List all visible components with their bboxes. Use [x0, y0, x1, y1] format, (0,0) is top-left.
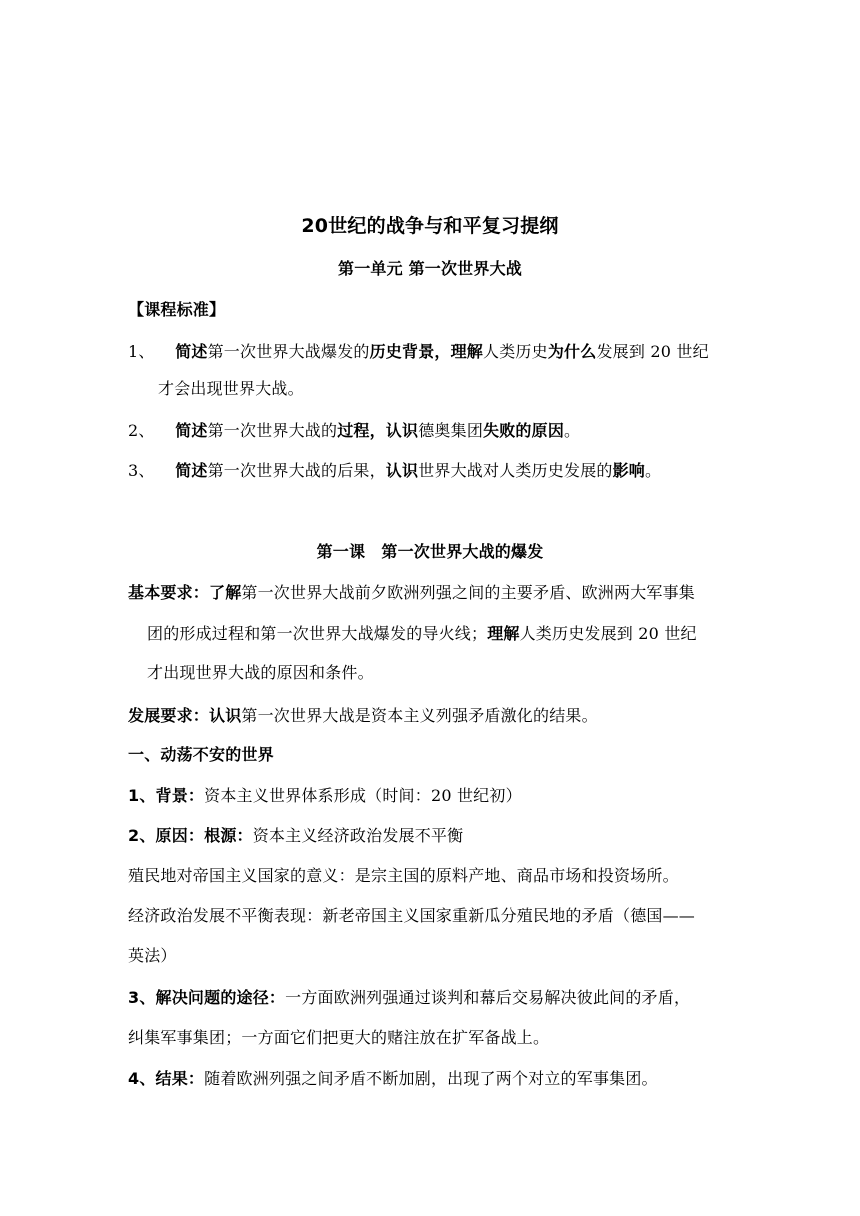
lesson-title: 第一课 第一次世界大战的爆发 — [316, 542, 544, 561]
standard-text-segment: 发展到 20 世纪 — [596, 342, 709, 361]
standard-number: 2、 — [128, 421, 155, 440]
standard-item-3 — [128, 461, 661, 481]
standard-text-segment: 影响 — [612, 461, 646, 480]
document-title: 20世纪的战争与和平复习提纲 — [301, 215, 559, 237]
basic-requirement — [128, 583, 695, 603]
standards-heading: 【课程标准】 — [128, 300, 226, 319]
standard-text-segment: 第一次世界大战爆发的 — [207, 342, 370, 361]
development-requirement-text: 第一次世界大战是资本主义列强矛盾激化的结果。 — [241, 706, 598, 725]
item-text: 资本主义经济政治发展不平衡 — [252, 826, 464, 845]
basic-requirement-text: 人类历史发展到 20 世纪 — [519, 624, 697, 643]
section-heading: 一、动荡不安的世界 — [128, 745, 274, 764]
basic-requirement-line-3: 才出现世界大战的原因和条件。 — [147, 663, 374, 682]
item-text: 一方面欧洲列强通过谈判和幕后交易解决彼此间的矛盾， — [285, 988, 691, 1007]
standard-text-segment: 为什么 — [547, 342, 597, 361]
item-background — [128, 786, 522, 806]
standard-number: 1、 — [128, 342, 155, 361]
basic-requirement-label: 基本要求：了解 — [128, 583, 242, 602]
standard-text-segment: 简述 — [175, 461, 208, 480]
standard-text-segment: 世界大战对人类历史发展的 — [418, 461, 613, 480]
standard-text-segment: 。 — [645, 461, 662, 480]
standard-text-segment: 第一次世界大战的 — [207, 421, 338, 440]
development-requirement-label: 发展要求：认识 — [128, 706, 242, 725]
item-solution-continuation: 纠集军事集团；一方面它们把更大的赌注放在扩军备战上。 — [128, 1028, 550, 1047]
standard-item-1 — [128, 342, 709, 362]
standard-text-segment: 第一次世界大战的后果， — [207, 461, 386, 480]
basic-requirement-text: 第一次世界大战前夕欧洲列强之间的主要矛盾、欧洲两大军事集 — [241, 583, 696, 602]
standard-text-segment: 认识 — [385, 461, 419, 480]
standard-text-segment: 简述 — [175, 342, 208, 361]
standard-number: 3、 — [128, 461, 155, 480]
standard-text-segment: 。 — [564, 421, 581, 440]
uneven-development-line-1: 经济政治发展不平衡表现：新老帝国主义国家重新瓜分殖民地的矛盾（德国—— — [128, 906, 696, 925]
item-cause — [128, 826, 463, 846]
item-result — [128, 1069, 658, 1089]
item-text: 随着欧洲列强之间矛盾不断加剧，出现了两个对立的军事集团。 — [204, 1069, 658, 1088]
standard-text-segment: 人类历史 — [483, 342, 548, 361]
item-label: 3、解决问题的途径： — [128, 988, 286, 1007]
standard-text-segment: 失败的原因 — [483, 421, 565, 440]
standard-text-segment: 历史背景，理解 — [369, 342, 484, 361]
item-label: 1、背景： — [128, 786, 205, 805]
basic-requirement-emphasis: 理解 — [487, 624, 520, 643]
standard-text-segment: 简述 — [175, 421, 208, 440]
development-requirement — [128, 706, 598, 726]
item-label: 4、结果： — [128, 1069, 205, 1088]
standard-item-2 — [128, 421, 580, 441]
colony-significance: 殖民地对帝国主义国家的意义：是宗主国的原料产地、商品市场和投资场所。 — [128, 866, 679, 885]
item-text: 资本主义世界体系形成（时间：20 世纪初） — [204, 786, 522, 805]
standard-text-segment: 德奥集团 — [418, 421, 484, 440]
standard-text-segment: 过程，认识 — [337, 421, 419, 440]
unit-title: 第一单元 第一次世界大战 — [338, 259, 522, 278]
standard-item-1-continuation: 才会出现世界大战。 — [158, 379, 304, 398]
uneven-development-line-2: 英法） — [128, 946, 177, 965]
item-solution — [128, 988, 690, 1008]
item-label: 2、原因：根源： — [128, 826, 253, 845]
basic-requirement-line-2 — [147, 624, 697, 644]
basic-requirement-text: 团的形成过程和第一次世界大战爆发的导火线； — [147, 624, 488, 643]
